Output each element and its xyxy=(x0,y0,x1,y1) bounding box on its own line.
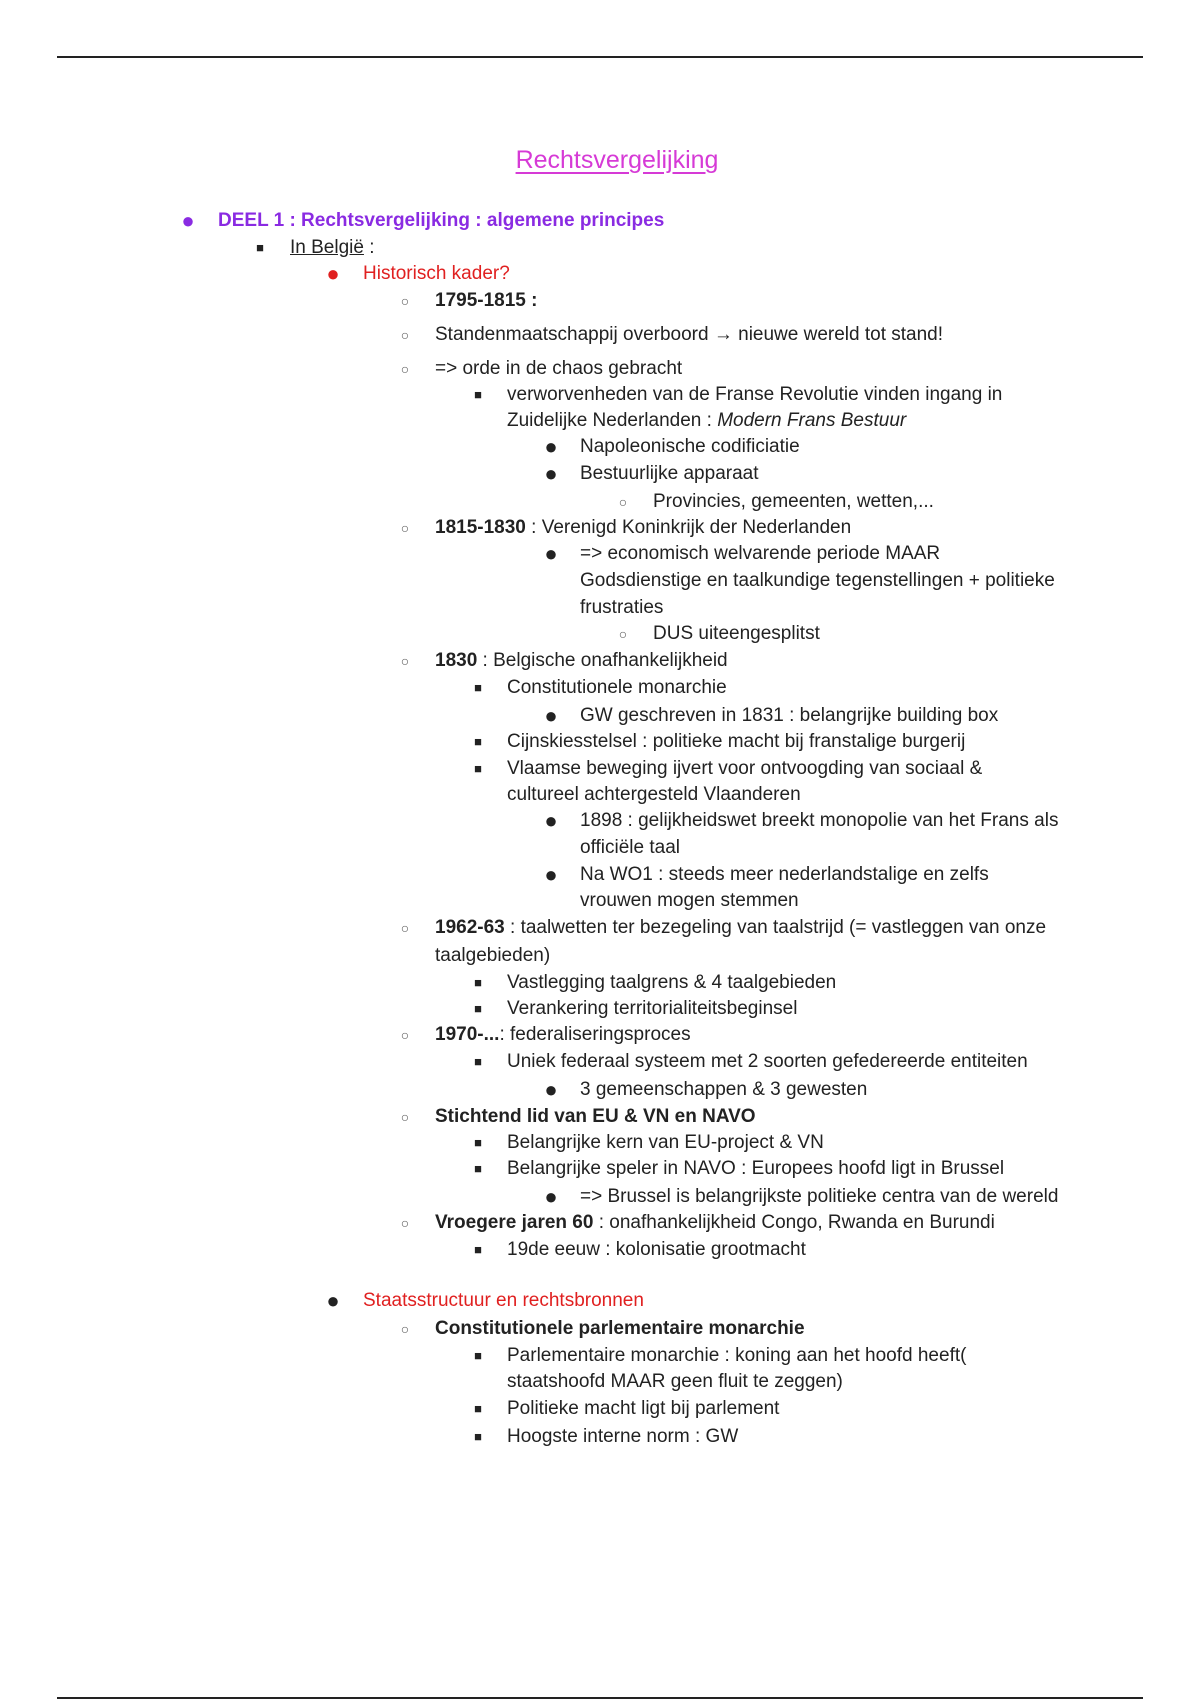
item-vlaams-line2: cultureel achtergesteld Vlaanderen xyxy=(507,784,801,805)
item-speler: Belangrijke speler in NAVO : Europees hoofd ligt in Brussel xyxy=(507,1158,1005,1179)
bullet-ring: ○ xyxy=(618,494,628,510)
item-stichtend: Stichtend lid van EU & VN en NAVO xyxy=(435,1106,756,1127)
item-bestuurlijke: Bestuurlijke apparaat xyxy=(580,463,759,484)
bullet-disc: ● xyxy=(544,434,558,459)
item-verworvenheden-line2 xyxy=(507,408,906,434)
bullet-ring: ○ xyxy=(400,1215,410,1231)
top-rule xyxy=(57,56,1143,58)
bullet-square: ■ xyxy=(474,387,482,402)
year-1830: 1830 xyxy=(435,650,478,671)
bullet-square: ■ xyxy=(256,240,264,255)
topic-staatsstructuur: Staatsstructuur en rechtsbronnen xyxy=(363,1290,644,1311)
item-hoogste-norm: Hoogste interne norm : GW xyxy=(507,1426,739,1447)
bullet-ring: ○ xyxy=(400,920,410,936)
item-wo1-line2: vrouwen mogen stemmen xyxy=(580,890,799,911)
bullet-square: ■ xyxy=(474,1001,482,1016)
bullet-disc: ● xyxy=(544,1077,558,1102)
item-vroegere xyxy=(435,1210,995,1236)
bullet-ring: ○ xyxy=(618,626,628,642)
bottom-rule xyxy=(57,1697,1143,1699)
item-econ-line2: Godsdienstige en taalkundige tegenstellingen + politieke xyxy=(580,570,1055,591)
text-vroegere: : onafhankelijkheid Congo, Rwanda en Burundi xyxy=(593,1212,995,1233)
bullet-disc: ● xyxy=(544,862,558,887)
item-1815 xyxy=(435,515,851,541)
item-standen: Standenmaatschappij overboord → nieuwe wereld tot stand! xyxy=(435,324,944,345)
item-gelijk-line1: 1898 : gelijkheidswet breekt monopolie van het Frans als xyxy=(580,810,1059,831)
bullet-ring: ○ xyxy=(400,1321,410,1337)
bullet-disc: ● xyxy=(544,808,558,833)
item-cijns: Cijnskiesstelsel : politieke macht bij franstalige burgerij xyxy=(507,731,966,752)
bullet-disc: ● xyxy=(181,208,195,233)
bullet-square: ■ xyxy=(474,1429,482,1444)
item-gemeenschappen: 3 gemeenschappen & 3 gewesten xyxy=(580,1079,868,1100)
item-parl-line1: Parlementaire monarchie : koning aan het hoofd heeft( xyxy=(507,1345,967,1366)
bullet-square: ■ xyxy=(474,680,482,695)
text-1962: : taalwetten ter bezegeling van taalstrijd (= vastleggen van onze xyxy=(504,917,1047,938)
item-napoleon: Napoleonische codificiatie xyxy=(580,436,800,457)
item-1962-line2: taalgebieden) xyxy=(435,945,551,966)
bullet-ring: ○ xyxy=(400,1027,410,1043)
item-gelijk-line2: officiële taal xyxy=(580,837,680,858)
subheading-in-belgie xyxy=(290,235,375,261)
bullet-ring: ○ xyxy=(400,327,410,343)
item-vastlegging: Vastlegging taalgrens & 4 taalgebieden xyxy=(507,972,837,993)
item-wo1-line1: Na WO1 : steeds meer nederlandstalige en zelfs xyxy=(580,864,989,885)
colon-text: : xyxy=(363,237,375,258)
bullet-square: ■ xyxy=(474,1135,482,1150)
bullet-disc: ● xyxy=(544,703,558,728)
item-dus: DUS uiteengesplitst xyxy=(653,623,820,644)
bullet-square: ■ xyxy=(474,1161,482,1176)
item-kern: Belangrijke kern van EU-project & VN xyxy=(507,1132,824,1153)
bullet-ring: ○ xyxy=(400,520,410,536)
bullet-disc: ● xyxy=(544,461,558,486)
in-belgie-label: In België xyxy=(290,237,364,258)
modern-frans-bestuur: Modern Frans Bestuur xyxy=(717,410,907,431)
bullet-square: ■ xyxy=(474,1054,482,1069)
bullet-ring: ○ xyxy=(400,293,410,309)
year-1815: 1815-1830 xyxy=(435,517,526,538)
item-vlaams-line1: Vlaamse beweging ijvert voor ontvoogding van sociaal & xyxy=(507,758,983,779)
bullet-ring: ○ xyxy=(400,653,410,669)
bullet-square: ■ xyxy=(474,1401,482,1416)
item-brussel: => Brussel is belangrijkste politieke centra van de wereld xyxy=(580,1186,1059,1207)
item-orde: => orde in de chaos gebracht xyxy=(435,358,683,379)
item-econ-line3: frustraties xyxy=(580,597,664,618)
item-verworvenheden-line1: verworvenheden van de Franse Revolutie vinden ingang in xyxy=(507,384,1003,405)
bullet-square: ■ xyxy=(474,761,482,776)
item-1970 xyxy=(435,1022,691,1048)
verworven-text: Zuidelijke Nederlanden : xyxy=(507,410,718,431)
bullet-disc: ● xyxy=(544,1184,558,1209)
text-1830: : Belgische onafhankelijkheid xyxy=(477,650,728,671)
item-kolonisatie: 19de eeuw : kolonisatie grootmacht xyxy=(507,1239,806,1260)
text-1815: : Verenigd Koninkrijk der Nederlanden xyxy=(525,517,852,538)
page-title: Rechtsvergelijking xyxy=(515,146,719,174)
bullet-disc: ● xyxy=(544,541,558,566)
item-verankering: Verankering territorialiteitsbeginsel xyxy=(507,998,798,1019)
bullet-square: ■ xyxy=(474,1242,482,1257)
text-1970: : federaliseringsproces xyxy=(499,1024,691,1045)
item-econ-line1: => economisch welvarende periode MAAR xyxy=(580,543,941,564)
year-vroegere: Vroegere jaren 60 xyxy=(435,1212,594,1233)
item-uniek: Uniek federaal systeem met 2 soorten gefedereerde entiteiten xyxy=(507,1051,1028,1072)
bullet-ring: ○ xyxy=(400,361,410,377)
bullet-disc: ● xyxy=(326,261,340,286)
item-cpm: Constitutionele parlementaire monarchie xyxy=(435,1318,805,1339)
item-gw1831: GW geschreven in 1831 : belangrijke building box xyxy=(580,705,999,726)
item-provincies: Provincies, gemeenten, wetten,... xyxy=(653,491,934,512)
bullet-square: ■ xyxy=(474,734,482,749)
item-1795: 1795-1815 : xyxy=(435,290,538,311)
item-1830 xyxy=(435,648,728,674)
bullet-disc: ● xyxy=(326,1288,340,1313)
item-1962 xyxy=(435,915,1046,941)
topic-historisch-kader: Historisch kader? xyxy=(363,263,510,284)
bullet-square: ■ xyxy=(474,1348,482,1363)
bullet-square: ■ xyxy=(474,975,482,990)
item-politieke-macht: Politieke macht ligt bij parlement xyxy=(507,1398,780,1419)
year-1970: 1970-... xyxy=(435,1024,500,1045)
year-1962: 1962-63 xyxy=(435,917,505,938)
section-heading-deel1: DEEL 1 : Rechtsvergelijking : algemene principes xyxy=(218,210,665,231)
item-constitutionele: Constitutionele monarchie xyxy=(507,677,727,698)
bullet-ring: ○ xyxy=(400,1109,410,1125)
item-parl-line2: staatshoofd MAAR geen fluit te zeggen) xyxy=(507,1371,843,1392)
